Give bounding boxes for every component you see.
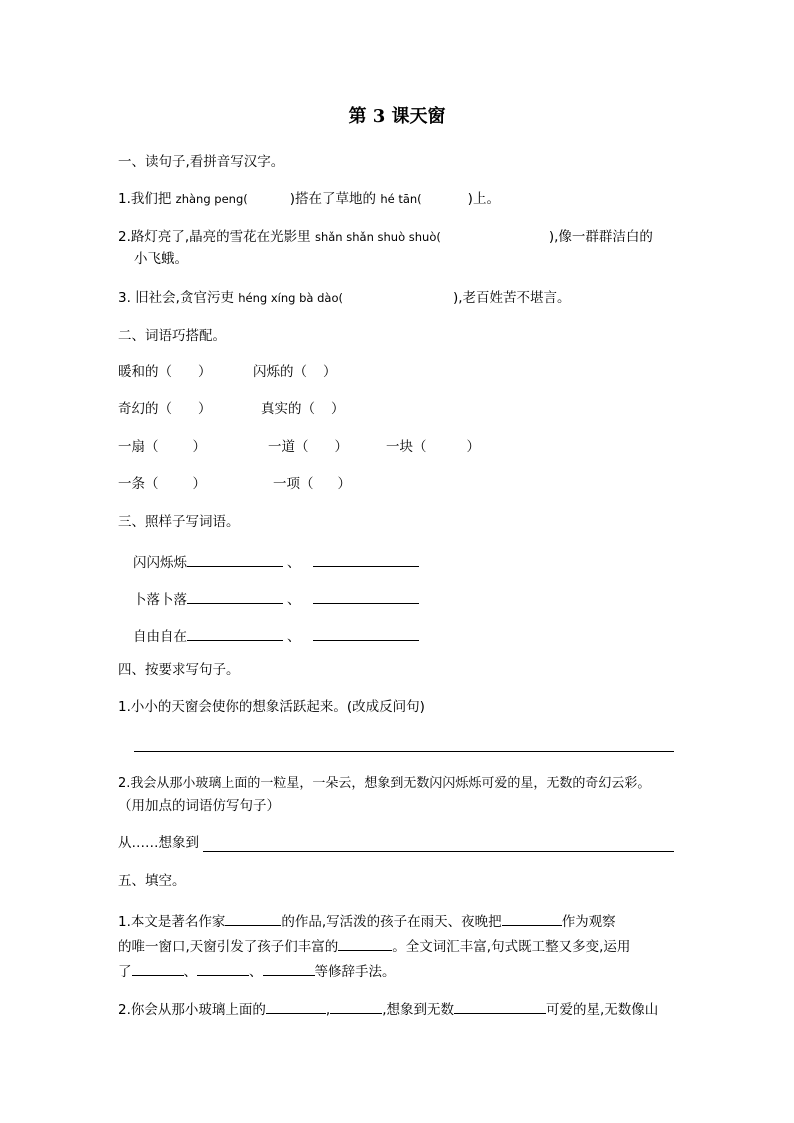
match-item: 闪烁的（ ） (253, 364, 337, 380)
question-4-1: 1.小小的天窗会使你的想象活跃起来。(改成反问句) (118, 699, 425, 715)
q1-2-text-b: ),像一群群洁白的 (548, 229, 653, 245)
answer-blank[interactable] (454, 1000, 546, 1014)
q5-1-text-d: 的唯一窗口,天窗引发了孩子们丰富的 (118, 939, 339, 955)
match-item: 奇幻的（ ） (118, 401, 212, 417)
section-3-heading: 三、照样子写词语。 (118, 514, 240, 530)
answer-blank[interactable] (263, 962, 315, 976)
match-item: 一条（ ） (118, 476, 206, 492)
q5-2-text-a: 2.你会从那小玻璃上面的 (118, 1002, 266, 1018)
q1-3-text-b: ),老百姓苦不堪言。 (453, 290, 571, 306)
q5-1-text-c: 作为观察 (561, 914, 616, 930)
question-4-2: 2.我会从那小玻璃上面的一粒星，一朵云，想象到无数闪闪烁烁可爱的星，无数的奇幻云彩。 (118, 776, 651, 791)
answer-blank[interactable] (266, 1000, 326, 1014)
q5-2-text-c: ,想象到无数 (382, 1002, 454, 1018)
q5-1-text-a: 1.本文是著名作家 (118, 914, 226, 930)
answer-line[interactable] (203, 851, 674, 852)
page-title: 第 3 课天窗 (348, 106, 446, 127)
word-example-row: 闪闪烁烁 、 (133, 553, 419, 571)
q1-3-text-a: 3. 旧社会,贪官污吏 (118, 290, 239, 306)
q1-2-text-a: 2.路灯亮了,晶亮的雪花在光影里 (118, 229, 315, 245)
answer-line[interactable] (313, 627, 419, 641)
question-4-2-prompt: 从……想象到 (118, 835, 199, 851)
q1-1-pinyin-1: zhàng peng( (175, 192, 248, 206)
example-word: 闪闪烁烁 (133, 555, 187, 571)
q1-1-text-a: 1.我们把 (118, 191, 176, 207)
q1-1-text-b: )搭在了草地的 (289, 191, 381, 207)
q1-1-text-c: )上。 (467, 191, 500, 207)
answer-blank[interactable] (330, 1000, 382, 1014)
question-5-1-line-2 (118, 937, 630, 955)
section-2-heading: 二、词语巧搭配。 (118, 328, 226, 344)
match-item: 一块（ ） (386, 439, 480, 455)
section-4-heading: 四、按要求写句子。 (118, 662, 240, 678)
answer-blank[interactable] (502, 912, 562, 926)
answer-line[interactable] (187, 627, 283, 641)
question-5-1-line-3: 了 、 、 等修辞手法。 (118, 964, 396, 980)
q5-1-text-b: 的作品,写活泼的孩子在雨天、夜晚把 (281, 914, 502, 930)
q1-1-pinyin-2: hé tān( (380, 192, 422, 206)
q5-1-text-e: 。全文词汇丰富,句式既工整又多变,运用 (392, 939, 631, 955)
word-example-row: 卜落卜落 、 (133, 590, 419, 608)
answer-blank[interactable] (225, 912, 281, 926)
match-item: 一项（ ） (273, 476, 351, 492)
question-1-1 (118, 193, 500, 207)
answer-line[interactable] (313, 553, 419, 567)
q5-1-text-i: 等修辞手法。 (314, 964, 396, 980)
section-1-heading: 一、读句子,看拼音写汉字。 (118, 154, 285, 170)
question-1-3 (118, 292, 571, 306)
answer-blank[interactable] (338, 937, 392, 951)
question-1-2 (118, 231, 653, 245)
answer-blank[interactable] (132, 962, 184, 976)
q5-1-text-f: 了 (118, 964, 132, 980)
q1-2-pinyin: shǎn shǎn shuò shuò( (314, 230, 441, 244)
word-example-row: 自由自在 、 (133, 627, 419, 645)
answer-line[interactable] (187, 553, 283, 567)
answer-blank[interactable] (197, 962, 249, 976)
answer-line[interactable] (187, 590, 283, 604)
answer-line[interactable] (313, 590, 419, 604)
question-5-2: 2.你会从那小玻璃上面的 , ,想象到无数 可爱的星,无数像山 (118, 1002, 659, 1018)
question-1-2-cont: 小飞蛾。 (134, 251, 188, 267)
example-word: 自由自在 (133, 629, 187, 645)
match-item: 一扇（ ） (118, 439, 206, 455)
section-5-heading: 五、填空。 (118, 873, 186, 889)
answer-line[interactable] (134, 751, 674, 752)
example-word: 卜落卜落 (133, 592, 187, 608)
question-4-2-note: （用加点的词语仿写句子） (118, 798, 280, 814)
question-5-1-line-1 (118, 912, 616, 930)
match-item: 暖和的（ ） (118, 364, 212, 380)
q1-3-pinyin: héng xíng bà dào( (238, 291, 343, 305)
match-item: 一道（ ） (268, 439, 348, 455)
match-item: 真实的（ ） (261, 401, 345, 417)
q5-2-text-d: 可爱的星,无数像山 (545, 1002, 659, 1018)
